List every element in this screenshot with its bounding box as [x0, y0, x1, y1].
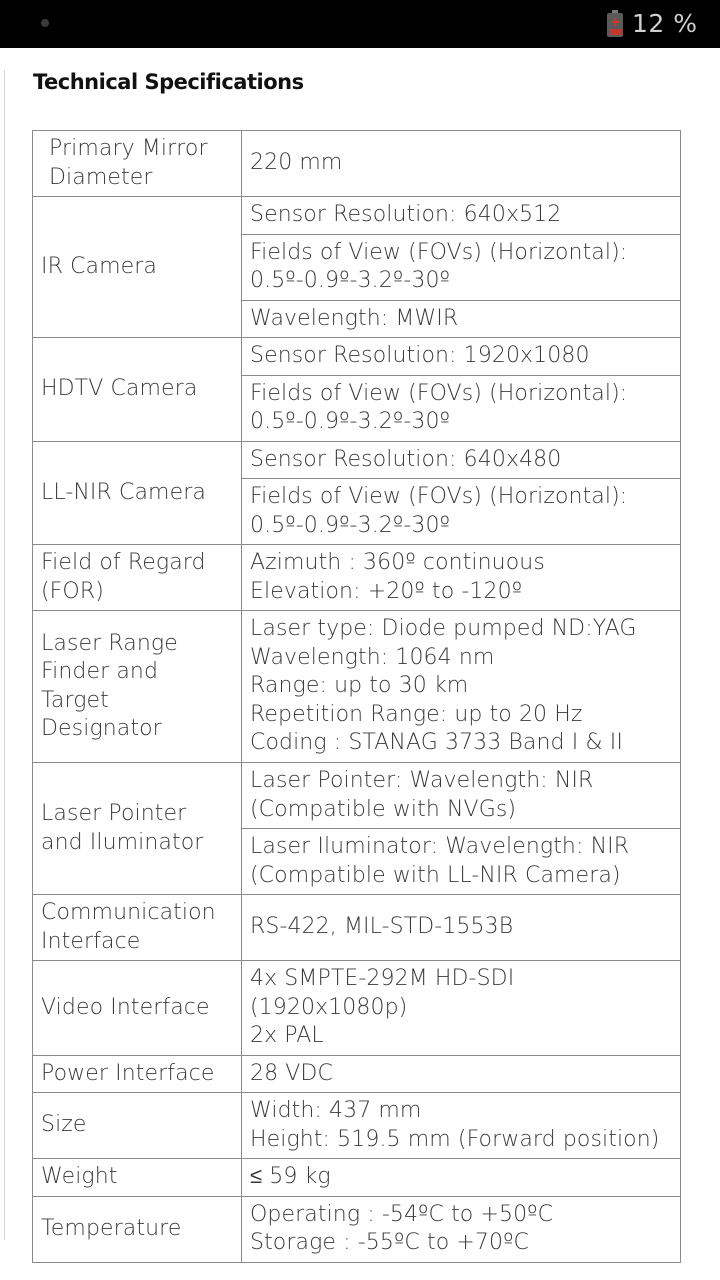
spec-value: 220 mm	[242, 131, 681, 197]
table-row	[33, 1159, 681, 1197]
spec-value: 4x SMPTE-292M HD-SDI (1920x1080p) 2x PAL	[242, 961, 681, 1056]
table-row	[33, 763, 681, 829]
table-row	[33, 131, 681, 197]
table-row	[33, 611, 681, 763]
table-row	[33, 895, 681, 961]
battery-percentage: 12 %	[632, 9, 698, 38]
spec-label-weight: Weight	[33, 1159, 242, 1197]
table-row	[33, 1093, 681, 1159]
spec-label-ir-camera: IR Camera	[33, 197, 242, 338]
spec-value: Width: 437 mm Height: 519.5 mm (Forward position)	[242, 1093, 681, 1159]
spec-value: Sensor Resolution: 640x512	[242, 197, 681, 235]
spec-value: Azimuth : 360º continuous Elevation: +20º to -120º	[242, 545, 681, 611]
spec-value: Laser Iluminator: Wavelength: NIR (Compatible with LL-NIR Camera)	[242, 829, 681, 895]
spec-value: Laser Pointer: Wavelength: NIR (Compatible with NVGs)	[242, 763, 681, 829]
specifications-table	[32, 130, 681, 1263]
table-row	[33, 441, 681, 479]
spec-label-ll-nir-camera: LL-NIR Camera	[33, 441, 242, 545]
page-title: Technical Specifications	[33, 70, 304, 94]
spec-value: Operating : -54ºC to +50ºC Storage : -55ºC to +70ºC	[242, 1196, 681, 1262]
spec-value: Wavelength: MWIR	[242, 300, 681, 338]
battery-low-icon	[606, 10, 624, 38]
table-row	[33, 197, 681, 235]
spec-value: Fields of View (FOVs) (Horizontal): 0.5º-0.9º-3.2º-30º	[242, 234, 681, 300]
spec-value: ≤ 59 kg	[242, 1159, 681, 1197]
spec-label-power-interface: Power Interface	[33, 1055, 242, 1093]
table-row	[33, 1196, 681, 1262]
table-row	[33, 961, 681, 1056]
status-bar	[0, 0, 720, 48]
spec-label-field-of-regard-for: Field of Regard (FOR)	[33, 545, 242, 611]
table-row	[33, 338, 681, 376]
table-row	[33, 1055, 681, 1093]
spec-label-hdtv-camera: HDTV Camera	[33, 338, 242, 442]
spec-label-laser-range-finder-and-target-designator: Laser Range Finder and Target Designator	[33, 611, 242, 763]
notification-dot-icon	[41, 19, 49, 27]
spec-value: Sensor Resolution: 640x480	[242, 441, 681, 479]
spec-label-laser-pointer-and-iluminator: Laser Pointer and Iluminator	[33, 763, 242, 895]
spec-label-communication-interface: Communication Interface	[33, 895, 242, 961]
spec-value: Fields of View (FOVs) (Horizontal): 0.5º-0.9º-3.2º-30º	[242, 375, 681, 441]
spec-label-video-interface: Video Interface	[33, 961, 242, 1056]
spec-label-temperature: Temperature	[33, 1196, 242, 1262]
table-row	[33, 545, 681, 611]
spec-value: 28 VDC	[242, 1055, 681, 1093]
spec-value: Sensor Resolution: 1920x1080	[242, 338, 681, 376]
spec-value: RS-422, MIL-STD-1553B	[242, 895, 681, 961]
page-left-border	[4, 70, 5, 1240]
spec-value: Fields of View (FOVs) (Horizontal): 0.5º-0.9º-3.2º-30º	[242, 479, 681, 545]
spec-value: Laser type: Diode pumped ND:YAG Wavelength: 1064 nm Range: up to 30 km Repetition Range: up to 20 Hz Coding : STANAG 3733 Band I & II	[242, 611, 681, 763]
spec-label-primary-mirror-diameter: Primary Mirror Diameter	[33, 131, 242, 197]
spec-label-size: Size	[33, 1093, 242, 1159]
